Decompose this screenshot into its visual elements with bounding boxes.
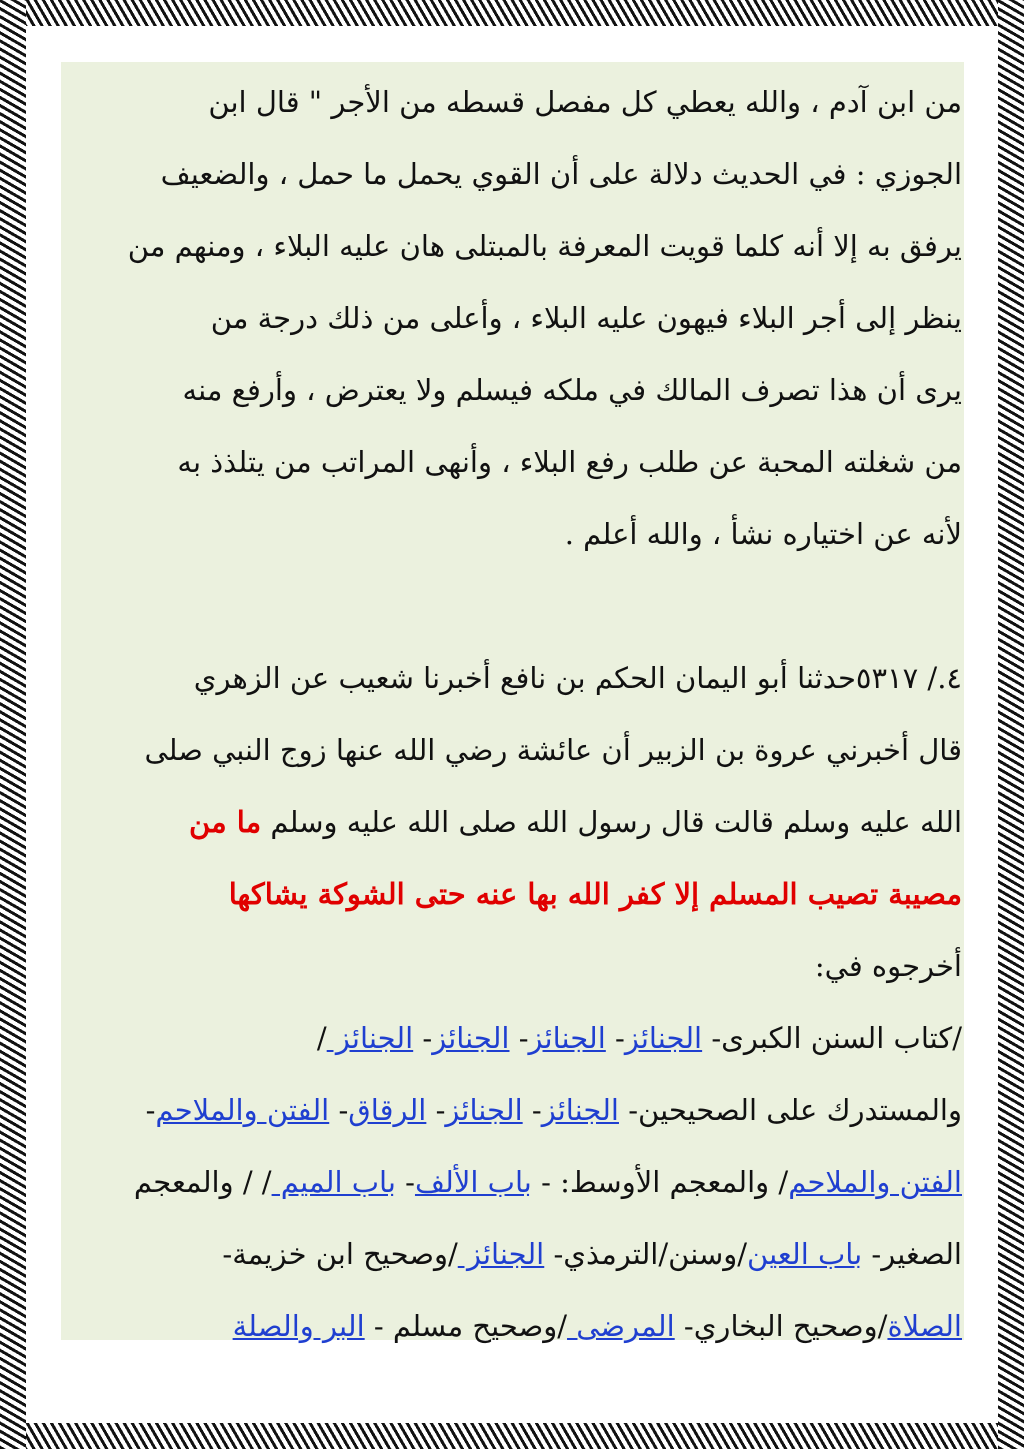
text-line: يرفق به إلا أنه كلما قويت المعرفة بالمبتلى هان عليه البلاء ، ومنهم من (127, 229, 962, 263)
separator: - (522, 1093, 542, 1127)
text-line: لأنه عن اختياره نشأ ، والله أعلم . (564, 517, 962, 551)
decorative-border-top (0, 0, 1024, 26)
text-line: من ابن آدم ، والله يعطي كل مفصل قسطه من الأجر " قال ابن (208, 85, 962, 119)
decorative-border-bottom (0, 1423, 1024, 1449)
source-text: /كتاب السنن الكبرى- (702, 1021, 962, 1055)
source-link[interactable]: الصلاة (887, 1309, 962, 1343)
source-link[interactable]: باب الألف (414, 1165, 532, 1199)
source-link[interactable]: الجنائز (445, 1093, 523, 1127)
source-line (64, 1218, 962, 1290)
hadith-text: الله عليه وسلم قالت قال رسول الله صلى الله عليه وسلم (270, 805, 962, 839)
source-link[interactable]: الجنائز (528, 1021, 606, 1055)
source-text: الصغير- (862, 1237, 962, 1271)
decorative-border-right (998, 0, 1024, 1449)
takhrij-section (64, 930, 962, 1362)
source-link[interactable]: الجنائز (326, 1021, 414, 1055)
takhrij-heading: أخرجوه في: (814, 949, 962, 983)
separator: - (329, 1093, 349, 1127)
source-text: والمستدرك على الصحيحين- (618, 1093, 962, 1127)
source-line (64, 1146, 962, 1218)
separator: - (426, 1093, 446, 1127)
text-line: من شغلته المحبة عن طلب رفع البلاء ، وأنهى المراتب من يتلذذ به (177, 445, 962, 479)
source-text: /وصحيح مسلم - (364, 1309, 568, 1343)
hadith-paragraph (64, 642, 962, 930)
separator: - (509, 1021, 529, 1055)
source-line (64, 1290, 962, 1362)
source-line (64, 1074, 962, 1146)
document-body (64, 66, 962, 1362)
source-link[interactable]: الفتن والملاحم (788, 1165, 962, 1199)
hadith-isnad-line (64, 786, 962, 858)
source-text: / / والمعجم (133, 1165, 272, 1199)
source-link[interactable]: المرضى (567, 1309, 675, 1343)
source-text: /وصحيح ابن خزيمة- (222, 1237, 458, 1271)
source-line (64, 1002, 962, 1074)
source-link[interactable]: البر والصلة (232, 1309, 365, 1343)
text-line: الجوزي : في الحديث دلالة على أن القوي يحمل ما حمل ، والضعيف (160, 157, 962, 191)
hadith-isnad-line: ٤./ ٥٣١٧حدثنا أبو اليمان الحكم بن نافع أخبرنا شعيب عن الزهري (193, 661, 962, 695)
source-link[interactable]: الجنائز (624, 1021, 703, 1055)
source-text: /وسنن/الترمذي- (544, 1237, 748, 1271)
text-line: يرى أن هذا تصرف المالك في ملكه فيسلم ولا يعترض ، وأرفع منه (182, 373, 962, 407)
separator: - (413, 1021, 433, 1055)
source-link[interactable]: الجنائز (541, 1093, 619, 1127)
paragraph-gap (64, 570, 962, 642)
hadith-matn-highlight: مصيبة تصيب المسلم إلا كفر الله بها عنه حتى الشوكة يشاكها (228, 877, 962, 911)
source-link[interactable]: الرقاق (348, 1093, 427, 1127)
source-text: / والمعجم الأوسط: - (531, 1165, 789, 1199)
text-line: ينظر إلى أجر البلاء فيهون عليه البلاء ، وأعلى من ذلك درجة من (210, 301, 962, 335)
separator: - (395, 1165, 415, 1199)
source-link[interactable]: الجنائز (432, 1021, 510, 1055)
source-link[interactable]: الجنائز (457, 1237, 545, 1271)
hadith-matn-highlight: ما من (189, 805, 262, 839)
source-link[interactable]: باب الميم (271, 1165, 396, 1199)
source-link[interactable]: الفتن والملاحم (155, 1093, 330, 1127)
source-link[interactable]: باب العين (747, 1237, 863, 1271)
decorative-border-left (0, 0, 26, 1449)
commentary-paragraph (64, 66, 962, 570)
separator: / (316, 1021, 327, 1055)
separator: - (145, 1093, 156, 1127)
separator: - (605, 1021, 625, 1055)
source-text: /وصحيح البخاري- (674, 1309, 888, 1343)
hadith-isnad-line: قال أخبرني عروة بن الزبير أن عائشة رضي الله عنها زوج النبي صلى (144, 733, 962, 767)
